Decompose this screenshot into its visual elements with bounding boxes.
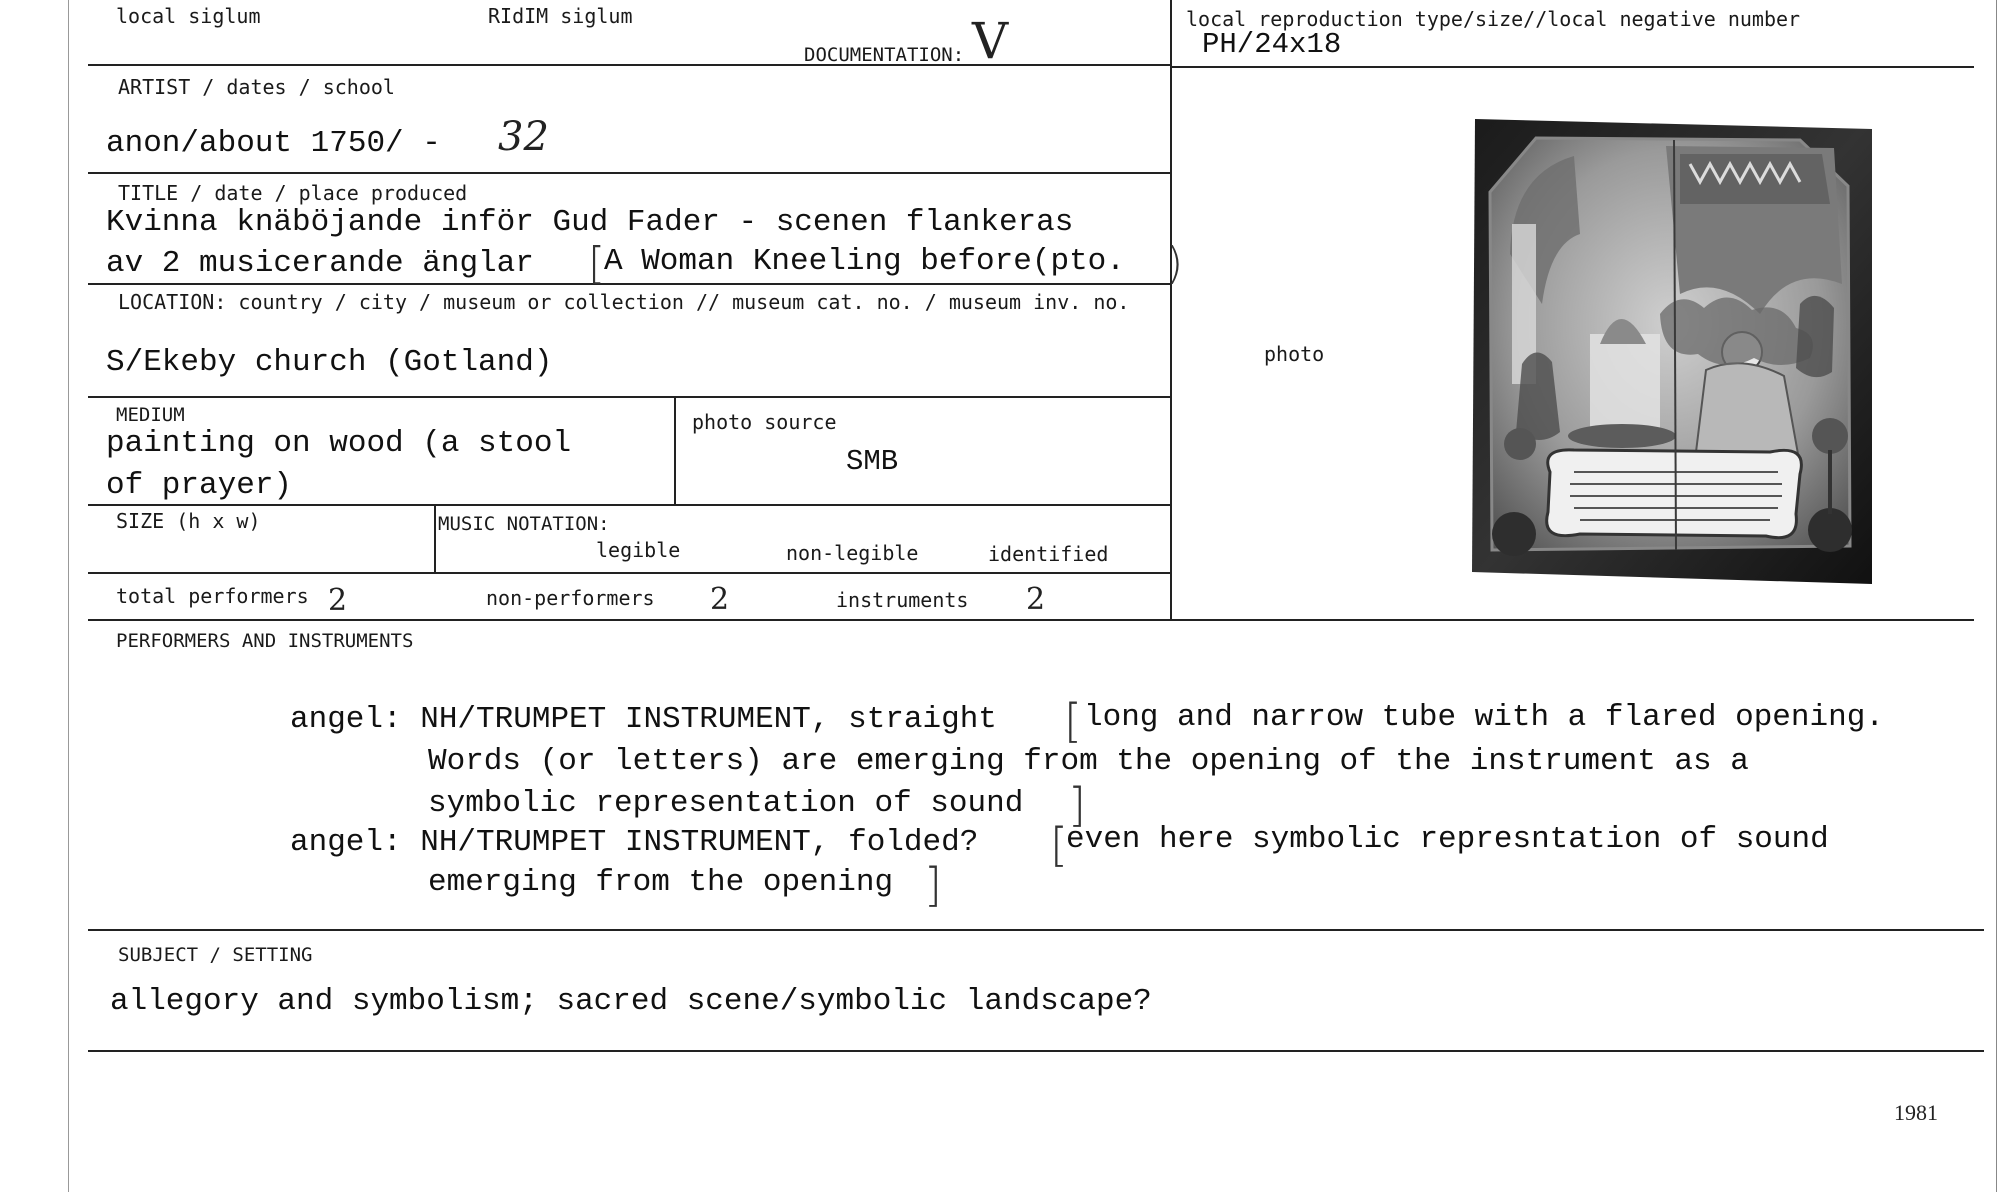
photo-source-label: photo source — [692, 410, 837, 434]
footer-year: 1981 — [1894, 1100, 1938, 1125]
reproduction-value: PH/24x18 — [1202, 28, 1342, 61]
header-rule-left — [88, 64, 1172, 66]
title-close-bracket: ) — [1166, 238, 1184, 289]
performers-label: PERFORMERS AND INSTRUMENTS — [116, 630, 414, 652]
subject-label: SUBJECT / SETTING — [118, 944, 313, 966]
music-notation-non-legible: non-legible — [786, 541, 919, 565]
entry2-note-line-2: emerging from the opening — [428, 865, 894, 900]
total-performers-label: total performers — [116, 584, 309, 608]
entry1-note-line-2: Words (or letters) are emerging from the opening of the instrument as a — [428, 744, 1749, 779]
total-performers-value: 2 — [328, 583, 348, 618]
size-label: SIZE (h x w) — [116, 509, 261, 533]
instruments-value: 2 — [1026, 582, 1046, 617]
painting-photo — [1470, 114, 1872, 584]
photo-source-value: SMB — [846, 445, 899, 478]
artist-rule — [88, 172, 1172, 174]
non-performers-label: non-performers — [486, 586, 655, 610]
title-line-2-bracket-text: A Woman Kneeling before(pto. — [604, 244, 1125, 279]
title-line-2: av 2 musicerande änglar — [106, 246, 534, 281]
non-performers-value: 2 — [710, 582, 730, 617]
artist-handwritten-number: 32 — [498, 114, 549, 160]
performers-rule — [88, 929, 1984, 931]
medium-label: MEDIUM — [116, 404, 185, 426]
music-notation-legible: legible — [596, 538, 681, 562]
entry1-close-bracket: ] — [1068, 778, 1086, 832]
location-label: LOCATION: country / city / museum or collection // museum cat. no. / museum inv. no. — [118, 290, 1130, 314]
music-notation-label: MUSIC NOTATION: — [438, 513, 610, 535]
local-siglum-label: local siglum — [116, 4, 261, 28]
size-rule — [88, 572, 1172, 574]
entry1-note-line-1: long and narrow tube with a flared opening. — [1084, 700, 1884, 735]
right-edge-line — [1996, 0, 1997, 1192]
photo-label: photo — [1264, 342, 1325, 366]
entry1-open-bracket: [ — [1064, 694, 1082, 748]
instruments-label: instruments — [836, 588, 969, 612]
left-margin-line — [68, 0, 69, 1192]
title-line-1: Kvinna knäböjande inför Gud Fader - scenen flankeras — [106, 205, 1074, 240]
music-notation-identified: identified — [988, 542, 1109, 566]
size-divider — [434, 504, 436, 572]
entry2-open-bracket: [ — [1050, 818, 1068, 872]
main-vertical-divider — [1170, 0, 1172, 620]
medium-line-2: of prayer) — [106, 468, 293, 503]
medium-divider — [674, 396, 676, 506]
location-rule — [88, 396, 1172, 398]
title-rule — [88, 283, 1172, 285]
title-label: TITLE / date / place produced — [118, 181, 468, 205]
entry1-note-line-3: symbolic representation of sound — [428, 786, 1024, 821]
ridim-siglum-label: RIdIM siglum — [488, 4, 633, 28]
location-value: S/Ekeby church (Gotland) — [106, 345, 553, 380]
title-open-bracket: [ — [588, 238, 606, 289]
entry2-note-line-1: even here symbolic represntation of sound — [1066, 822, 1829, 857]
header-rule-right — [1172, 66, 1974, 68]
documentation-checkmark: V — [972, 12, 1009, 70]
reproduction-label: local reproduction type/size//local negative number — [1186, 7, 1801, 31]
counts-rule — [88, 619, 1974, 621]
artist-value: anon/about 1750/ - — [106, 126, 441, 161]
entry2-prefix: angel: NH/TRUMPET INSTRUMENT, folded? — [290, 825, 979, 860]
artist-label: ARTIST / dates / school — [118, 75, 395, 99]
entry1-prefix: angel: NH/TRUMPET INSTRUMENT, straight — [290, 702, 997, 737]
entry2-close-bracket: ] — [924, 858, 942, 912]
documentation-label: DOCUMENTATION: — [804, 44, 965, 66]
subject-value: allegory and symbolism; sacred scene/symbolic landscape? — [110, 984, 1152, 1019]
subject-rule — [88, 1050, 1984, 1052]
medium-line-1: painting on wood (a stool — [106, 426, 572, 461]
medium-rule — [88, 504, 1172, 506]
